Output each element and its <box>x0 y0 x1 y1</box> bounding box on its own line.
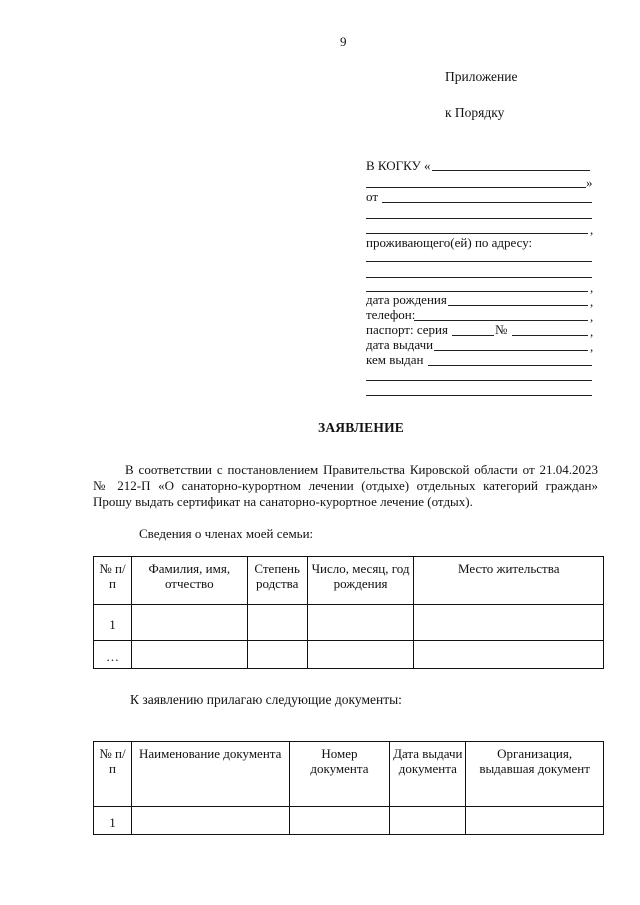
header-cell: № п/п <box>94 557 132 605</box>
header-cell: Фамилия, имя, отчество <box>131 557 247 605</box>
issue-date-label: дата выдачи <box>366 337 434 352</box>
kogku-name-field[interactable] <box>432 170 590 171</box>
documents-table <box>93 741 604 835</box>
header-cell: Номер документа <box>289 742 390 807</box>
passport-series-label: паспорт: серия <box>366 322 448 337</box>
phone-field[interactable] <box>414 320 588 321</box>
comma: , <box>590 294 594 309</box>
issued-by-field-2[interactable] <box>366 380 592 381</box>
table-cell[interactable] <box>131 605 247 641</box>
row-number: 1 <box>94 605 132 641</box>
applicant-name-field[interactable] <box>382 202 592 203</box>
table-cell[interactable] <box>414 641 604 669</box>
header-cell: Степень родства <box>247 557 307 605</box>
documents-label: К заявлению прилагаю следующие документы: <box>130 692 402 707</box>
close-quote: » <box>586 175 593 190</box>
birth-date-field[interactable] <box>448 305 588 306</box>
header-cell: Организация, выдавшая документ <box>466 742 604 807</box>
header-cell: Наименование документа <box>131 742 289 807</box>
header-cell: Дата выдачи документа <box>390 742 466 807</box>
comma: , <box>590 324 594 339</box>
birth-date-label: дата рождения <box>366 292 447 307</box>
issued-by-field-3[interactable] <box>366 395 592 396</box>
address-field-1[interactable] <box>366 261 592 262</box>
issued-by-field[interactable] <box>428 365 592 366</box>
table-cell[interactable] <box>390 807 466 835</box>
table-cell[interactable] <box>289 807 390 835</box>
family-members-table <box>93 556 604 669</box>
table-cell[interactable] <box>247 605 307 641</box>
address-label: проживающего(ей) по адресу: <box>366 235 533 250</box>
appendix-label: Приложение <box>445 69 518 84</box>
header-cell: № п/п <box>94 742 132 807</box>
table-cell[interactable] <box>466 807 604 835</box>
header-cell: Число, месяц, год рождения <box>307 557 414 605</box>
comma: , <box>590 280 594 295</box>
table-cell[interactable] <box>247 641 307 669</box>
address-field-2[interactable] <box>366 277 592 278</box>
family-members-label: Сведения о членах моей семьи: <box>139 526 314 541</box>
table-cell[interactable] <box>307 641 414 669</box>
table-cell[interactable] <box>131 641 247 669</box>
document-title: ЗАЯВЛЕНИЕ <box>318 420 404 435</box>
comma: , <box>590 222 594 237</box>
table-header-row <box>94 742 604 807</box>
issued-by-label: кем выдан <box>366 352 424 367</box>
comma: , <box>590 339 594 354</box>
applicant-name-field-3[interactable] <box>366 233 588 234</box>
statement-paragraph: В соответствии с постановлением Правительства Кировской области от 21.04.2023 № 212-П «О санаторно-курортном лечении (отдыхе) отдельных категорий граждан» Прошу выдать сертификат на санаторно-курортное лечение (отдых). <box>93 462 598 509</box>
passport-number-label: № <box>495 322 508 337</box>
row-number: 1 <box>94 807 132 835</box>
header-cell: Место жительства <box>414 557 604 605</box>
passport-number-field[interactable] <box>512 335 588 336</box>
passport-series-field[interactable] <box>452 335 494 336</box>
table-cell[interactable] <box>131 807 289 835</box>
from-label: от <box>366 189 379 204</box>
kogku-name-field-2[interactable] <box>366 187 586 188</box>
kogku-label: В КОГКУ « <box>366 158 431 173</box>
phone-label: телефон: <box>366 307 416 322</box>
order-reference: к Порядку <box>445 105 505 120</box>
table-cell[interactable] <box>414 605 604 641</box>
table-row <box>94 641 604 669</box>
issue-date-field[interactable] <box>434 350 588 351</box>
page-number: 9 <box>340 34 347 49</box>
table-row <box>94 807 604 835</box>
table-cell[interactable] <box>307 605 414 641</box>
comma: , <box>590 309 594 324</box>
table-header-row <box>94 557 604 605</box>
applicant-name-field-2[interactable] <box>366 218 592 219</box>
row-number: … <box>94 641 132 669</box>
table-row <box>94 605 604 641</box>
